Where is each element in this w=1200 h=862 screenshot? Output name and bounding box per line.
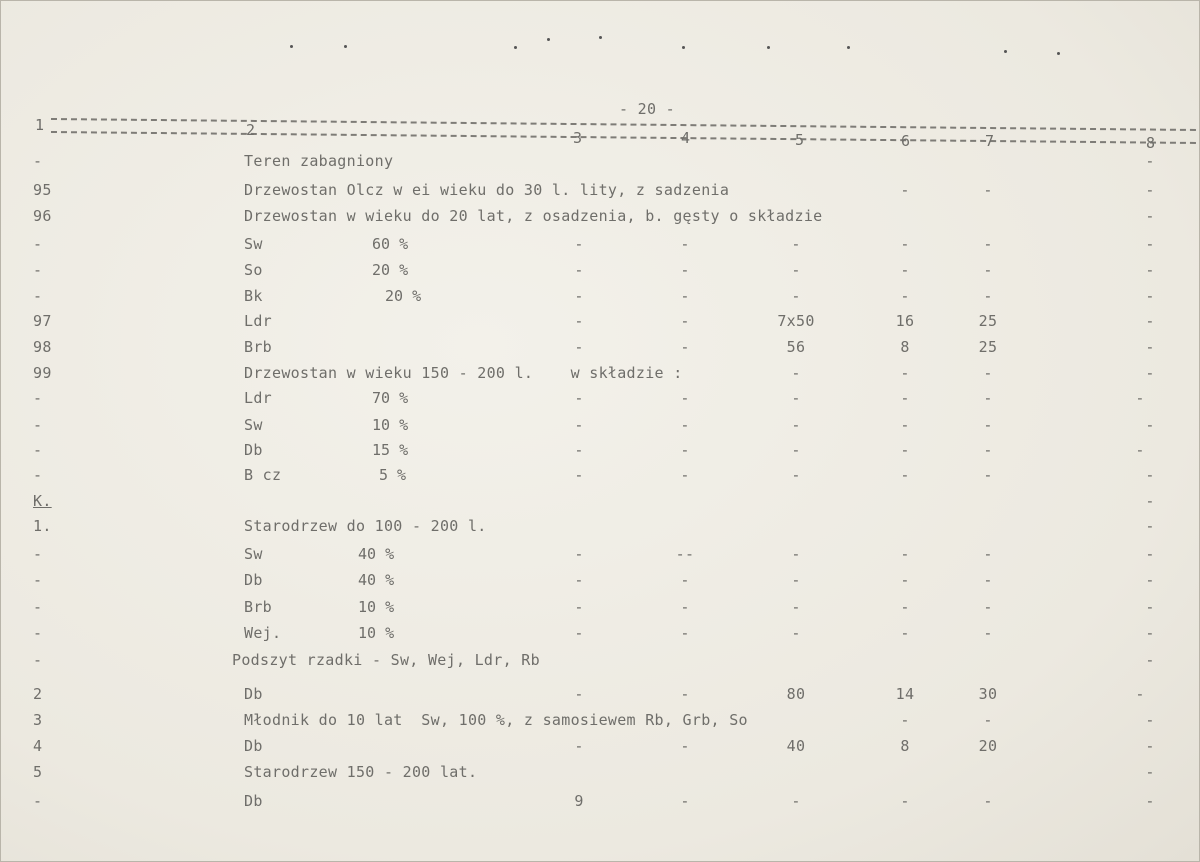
cell-col7: -	[983, 416, 993, 434]
cell-col3: -	[574, 624, 584, 642]
speck	[344, 45, 347, 48]
cell-col8: -	[1135, 441, 1145, 459]
row-number: 98	[33, 338, 52, 356]
row-percent: 15 %	[372, 441, 409, 459]
cell-col7: 25	[978, 312, 998, 330]
cell-col8: -	[1145, 517, 1155, 535]
row-percent: 40 %	[358, 571, 395, 589]
row-description: Db	[244, 685, 263, 703]
row-percent: 20 %	[385, 287, 422, 305]
row-description: Db	[244, 571, 263, 589]
cell-col8: -	[1145, 235, 1155, 253]
row-description: Drzewostan w wieku 150 - 200 l. w składzie :	[244, 364, 683, 382]
speck	[599, 36, 602, 39]
cell-col3: -	[574, 466, 584, 484]
cell-col4: -	[680, 312, 690, 330]
cell-col4: -	[680, 685, 690, 703]
row-number: 95	[33, 181, 52, 199]
cell-col7: 30	[978, 685, 998, 703]
cell-col4: -	[680, 235, 690, 253]
cell-col8: -	[1135, 389, 1145, 407]
cell-col7: -	[983, 571, 993, 589]
row-number: 5	[33, 763, 43, 781]
row-percent: 10 %	[358, 624, 395, 642]
cell-col7: -	[983, 792, 993, 810]
speck	[847, 46, 850, 49]
cell-col8: -	[1145, 312, 1155, 330]
cell-col7: -	[983, 441, 993, 459]
cell-col4: --	[675, 545, 695, 563]
cell-col3: -	[574, 571, 584, 589]
cell-col8: -	[1145, 416, 1155, 434]
cell-col6: 16	[895, 312, 915, 330]
cell-col5: -	[791, 389, 801, 407]
row-description: Starodrzew 150 - 200 lat.	[244, 763, 478, 781]
row-description: Wej.	[244, 624, 282, 642]
header-rule-top	[51, 118, 1196, 131]
row-number: -	[33, 235, 43, 253]
col-header-8: 8	[1146, 134, 1156, 152]
cell-col4: -	[680, 624, 690, 642]
cell-col8: -	[1145, 466, 1155, 484]
row-number: -	[33, 598, 43, 616]
cell-col5: 40	[786, 737, 806, 755]
cell-col8: -	[1145, 545, 1155, 563]
cell-col6: -	[900, 441, 910, 459]
col-header-6: 6	[901, 132, 911, 150]
cell-col6: -	[900, 416, 910, 434]
cell-col4: -	[680, 737, 690, 755]
cell-col6: 8	[900, 737, 910, 755]
cell-col7: -	[983, 261, 993, 279]
row-description: Brb	[244, 598, 272, 616]
row-description: Db	[244, 441, 263, 459]
cell-col7: -	[983, 598, 993, 616]
cell-col8: -	[1145, 571, 1155, 589]
speck	[290, 45, 293, 48]
cell-col4: -	[680, 792, 690, 810]
cell-col4: -	[680, 466, 690, 484]
speck	[1004, 50, 1007, 53]
cell-col5: 7x50	[777, 312, 815, 330]
cell-col6: -	[900, 624, 910, 642]
cell-col3: 9	[574, 792, 584, 810]
cell-col7: -	[983, 545, 993, 563]
row-number: -	[33, 624, 43, 642]
row-number: -	[33, 261, 43, 279]
cell-col8: -	[1145, 792, 1155, 810]
speck	[547, 38, 550, 41]
cell-col6: -	[900, 711, 910, 729]
cell-col3: -	[574, 416, 584, 434]
cell-col6: 8	[900, 338, 910, 356]
cell-col7: 20	[978, 737, 998, 755]
row-description: Sw	[244, 235, 263, 253]
row-percent: 70 %	[372, 389, 409, 407]
cell-col6: 14	[895, 685, 915, 703]
cell-col3: -	[574, 312, 584, 330]
cell-col3: -	[574, 338, 584, 356]
cell-col8: -	[1145, 737, 1155, 755]
cell-col8: -	[1145, 364, 1155, 382]
row-description: Teren zabagniony	[244, 152, 394, 170]
cell-col6: -	[900, 261, 910, 279]
cell-col5: -	[791, 235, 801, 253]
cell-col8: -	[1145, 711, 1155, 729]
row-description: Młodnik do 10 lat Sw, 100 %, z samosiewem Rb, Grb, So	[244, 711, 748, 729]
cell-col4: -	[680, 598, 690, 616]
cell-col5: -	[791, 545, 801, 563]
row-number: -	[33, 416, 43, 434]
cell-col5: 80	[786, 685, 806, 703]
row-number: 2	[33, 685, 43, 703]
row-description: Podszyt rzadki - Sw, Wej, Ldr, Rb	[232, 651, 540, 669]
cell-col5: -	[791, 598, 801, 616]
row-number: -	[33, 152, 43, 170]
cell-col8: -	[1145, 261, 1155, 279]
cell-col5: -	[791, 416, 801, 434]
row-number: 3	[33, 711, 43, 729]
row-number: 1.	[33, 517, 52, 535]
cell-col3: -	[574, 737, 584, 755]
cell-col3: -	[574, 261, 584, 279]
cell-col6: -	[900, 287, 910, 305]
cell-col7: -	[983, 466, 993, 484]
cell-col5: -	[791, 624, 801, 642]
cell-col4: -	[680, 571, 690, 589]
row-description: Starodrzew do 100 - 200 l.	[244, 517, 487, 535]
row-percent: 20 %	[372, 261, 409, 279]
row-description: Bk	[244, 287, 263, 305]
row-number: 96	[33, 207, 52, 225]
row-description: B cz	[244, 466, 282, 484]
cell-col6: -	[900, 545, 910, 563]
row-percent: 5 %	[379, 466, 407, 484]
col-header-2: 2	[246, 121, 256, 139]
cell-col5: 56	[786, 338, 806, 356]
row-number: -	[33, 571, 43, 589]
cell-col7: -	[983, 389, 993, 407]
cell-col3: -	[574, 287, 584, 305]
cell-col7: -	[983, 287, 993, 305]
cell-col6: -	[900, 792, 910, 810]
cell-col6: -	[900, 235, 910, 253]
speck	[1057, 52, 1060, 55]
row-description: Brb	[244, 338, 272, 356]
cell-col3: -	[574, 685, 584, 703]
row-number: 97	[33, 312, 52, 330]
row-percent: 40 %	[358, 545, 395, 563]
row-number: K.	[33, 492, 52, 510]
cell-col5: -	[791, 792, 801, 810]
row-number: -	[33, 287, 43, 305]
cell-col8: -	[1145, 763, 1155, 781]
row-description: Sw	[244, 416, 263, 434]
speck	[682, 46, 685, 49]
row-number: -	[33, 545, 43, 563]
row-description: Ldr	[244, 312, 272, 330]
cell-col6: -	[900, 571, 910, 589]
cell-col6: -	[900, 181, 910, 199]
cell-col8: -	[1145, 152, 1155, 170]
cell-col8: -	[1145, 492, 1155, 510]
row-number: -	[33, 389, 43, 407]
cell-col8: -	[1145, 207, 1155, 225]
cell-col5: -	[791, 571, 801, 589]
row-description: Db	[244, 792, 263, 810]
page-number: - 20 -	[619, 100, 675, 118]
row-number: -	[33, 651, 43, 669]
row-number: -	[33, 441, 43, 459]
cell-col5: -	[791, 466, 801, 484]
cell-col7: -	[983, 711, 993, 729]
cell-col6: -	[900, 598, 910, 616]
cell-col3: -	[574, 441, 584, 459]
cell-col6: -	[900, 466, 910, 484]
speck	[514, 46, 517, 49]
cell-col8: -	[1145, 338, 1155, 356]
row-number: -	[33, 792, 43, 810]
cell-col3: -	[574, 598, 584, 616]
cell-col8: -	[1145, 287, 1155, 305]
col-header-3: 3	[573, 129, 583, 147]
row-percent: 10 %	[358, 598, 395, 616]
cell-col8: -	[1145, 624, 1155, 642]
col-header-5: 5	[795, 131, 805, 149]
cell-col6: -	[900, 364, 910, 382]
cell-col8: -	[1145, 598, 1155, 616]
cell-col7: -	[983, 364, 993, 382]
row-description: So	[244, 261, 263, 279]
row-number: -	[33, 466, 43, 484]
cell-col4: -	[680, 287, 690, 305]
cell-col5: -	[791, 287, 801, 305]
cell-col4: -	[680, 416, 690, 434]
row-percent: 10 %	[372, 416, 409, 434]
row-description: Ldr	[244, 389, 272, 407]
cell-col7: -	[983, 624, 993, 642]
cell-col8: -	[1145, 651, 1155, 669]
row-description: Sw	[244, 545, 263, 563]
cell-col3: -	[574, 545, 584, 563]
cell-col8: -	[1145, 181, 1155, 199]
cell-col5: -	[791, 364, 801, 382]
row-description: Drzewostan Olcz w ei wieku do 30 l. lity, z sadzenia	[244, 181, 730, 199]
cell-col4: -	[680, 338, 690, 356]
cell-col7: -	[983, 181, 993, 199]
cell-col3: -	[574, 235, 584, 253]
col-header-1: 1	[35, 116, 45, 134]
cell-col4: -	[680, 389, 690, 407]
cell-col4: -	[680, 261, 690, 279]
cell-col7: 25	[978, 338, 998, 356]
row-description: Drzewostan w wieku do 20 lat, z osadzenia, b. gęsty o składzie	[244, 207, 823, 225]
row-number: 99	[33, 364, 52, 382]
cell-col3: -	[574, 389, 584, 407]
cell-col5: -	[791, 261, 801, 279]
row-percent: 60 %	[372, 235, 409, 253]
cell-col6: -	[900, 389, 910, 407]
cell-col5: -	[791, 441, 801, 459]
col-header-7: 7	[985, 132, 995, 150]
cell-col7: -	[983, 235, 993, 253]
col-header-4: 4	[681, 129, 691, 147]
cell-col8: -	[1135, 685, 1145, 703]
cell-col4: -	[680, 441, 690, 459]
row-number: 4	[33, 737, 43, 755]
header-rule-bottom	[51, 129, 1196, 147]
row-description: Db	[244, 737, 263, 755]
speck	[767, 46, 770, 49]
